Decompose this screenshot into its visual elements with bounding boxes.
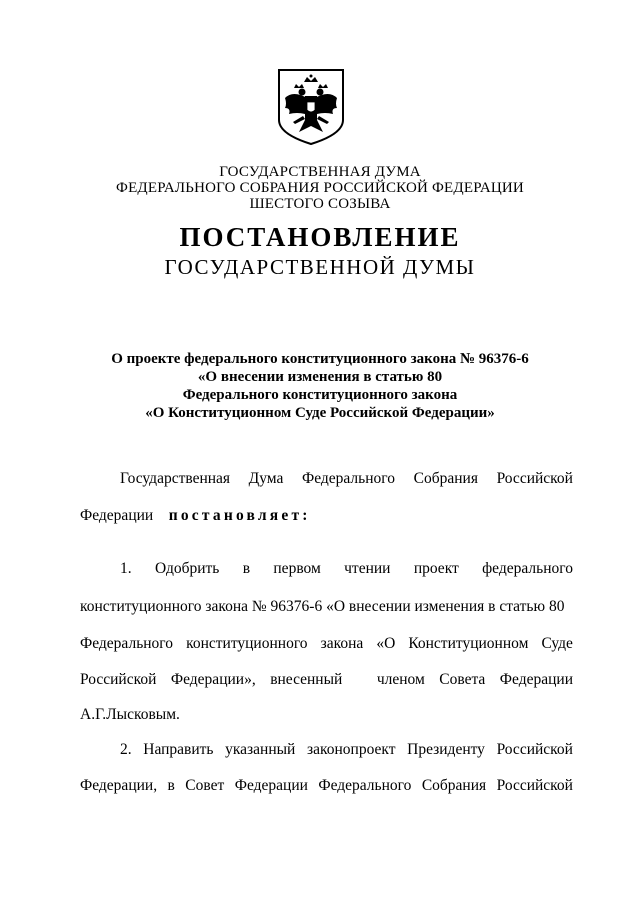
item2-word: указанный <box>225 741 296 758</box>
header-line-2: ФЕДЕРАЛЬНОГО СОБРАНИЯ РОССИЙСКОЙ ФЕДЕРАЦИИ <box>116 180 524 196</box>
item1-line-2: конституционного закона № 96376-6 «О внесении изменения в статью 80 <box>80 598 565 615</box>
item1-line-3 <box>80 633 573 655</box>
item1-word: федерального <box>482 560 573 577</box>
item1-word: внесенный <box>270 671 343 688</box>
item1-number: 1. <box>120 560 132 577</box>
item1-word: первом <box>273 560 321 577</box>
item1-word: проект <box>413 560 459 577</box>
item2-word: в <box>167 777 175 794</box>
item1-word: Федерации», <box>170 671 256 688</box>
header-line-3: ШЕСТОГО СОЗЫВА <box>249 196 391 212</box>
item2-word: Федерального <box>318 777 412 794</box>
document-type-title: ПОСТАНОВЛЕНИЕ <box>179 222 461 252</box>
intro-word: Российской <box>496 470 573 487</box>
item2-word: Федерации <box>234 777 308 794</box>
item1-word: Одобрить <box>154 560 220 577</box>
item2-word: Собрания <box>421 777 487 794</box>
item1-word: Федерального <box>80 635 174 652</box>
item1-word: «О <box>376 635 396 652</box>
subject-line-2: «О внесении изменения в статью 80 <box>197 369 443 385</box>
item1-line-1 <box>120 558 573 580</box>
item2-word: Российской <box>496 741 573 758</box>
item2-word: законопроект <box>306 741 396 758</box>
subject-line-1: О проекте федерального конституционного закона № 96376-6 <box>111 351 529 367</box>
item2-word: Совет <box>185 777 225 794</box>
item2-line-1 <box>120 739 573 761</box>
item1-word: закона <box>320 635 364 652</box>
intro-verb-resolves: постановляет: <box>168 507 311 524</box>
subject-line-3: Федерального конституционного закона <box>182 387 458 403</box>
item2-line-2 <box>80 775 573 797</box>
item1-line-4 <box>80 669 573 691</box>
intro-federation: Федерации <box>80 507 154 524</box>
subject-line-4: «О Конституционном Суде Российской Федерации» <box>145 405 495 421</box>
item2-word: Федерации, <box>80 777 158 794</box>
coat-of-arms-emblem <box>277 68 345 146</box>
item1-word: в <box>242 560 251 577</box>
item1-word: Суде <box>541 635 573 652</box>
item1-word: членом <box>376 671 425 688</box>
intro-word: Дума <box>248 470 284 487</box>
item1-word: чтении <box>344 560 391 577</box>
item1-word: Совета <box>439 671 486 688</box>
item1-line-5: А.Г.Лысковым. <box>80 706 180 723</box>
header-line-1: ГОСУДАРСТВЕННАЯ ДУМА <box>219 164 421 180</box>
item2-word: Президенту <box>407 741 485 758</box>
item2-word: Направить <box>143 741 214 758</box>
item1-word: Российской <box>80 671 157 688</box>
document-issuer-title: ГОСУДАРСТВЕННОЙ ДУМЫ <box>164 255 476 279</box>
item1-word: Конституционном <box>408 635 529 652</box>
intro-line-1 <box>120 468 573 490</box>
item2-word: Российской <box>496 777 573 794</box>
item1-word: конституционного <box>186 635 308 652</box>
intro-line-2 <box>80 505 311 527</box>
intro-word: Федерального <box>301 470 396 487</box>
intro-word: Государственная <box>120 470 231 487</box>
item1-word: Федерации <box>499 671 573 688</box>
intro-word: Собрания <box>413 470 478 487</box>
item2-number: 2. <box>120 741 132 758</box>
